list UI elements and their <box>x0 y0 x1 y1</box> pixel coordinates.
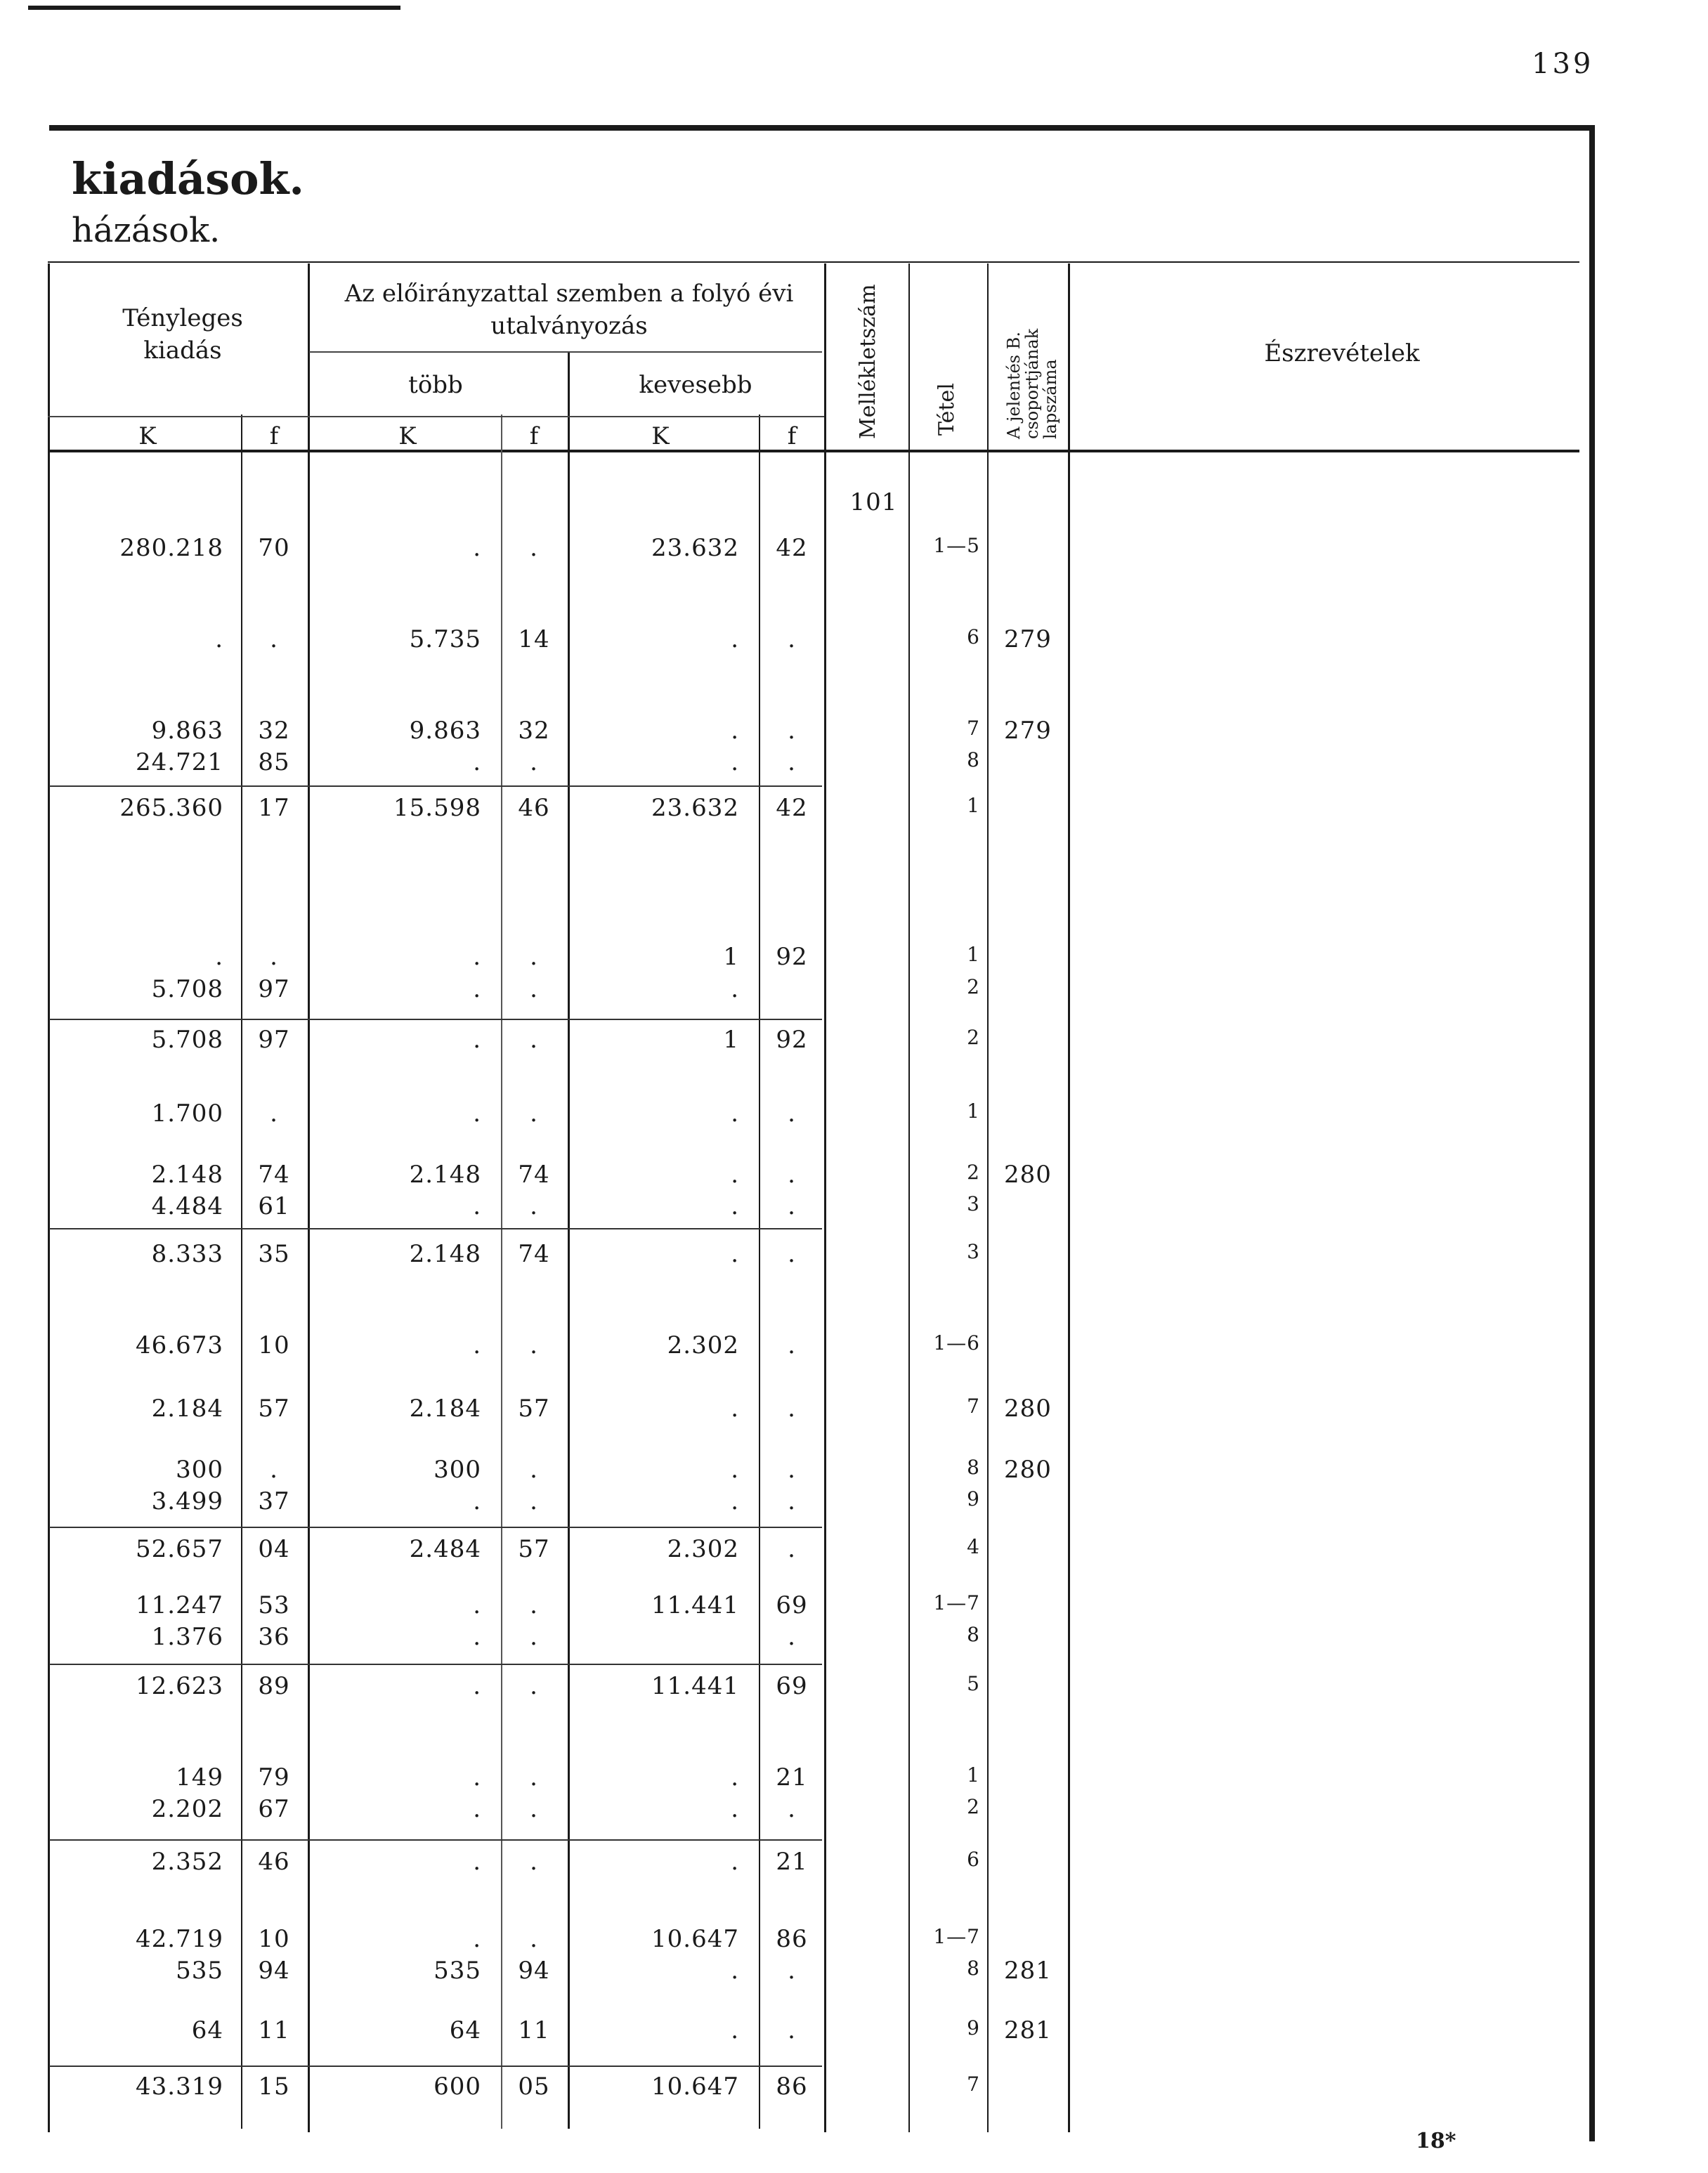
cell-a-k: 5.708 <box>151 975 223 1003</box>
cell-m-f: . <box>530 1099 538 1128</box>
cell-lap: 279 <box>1004 625 1052 653</box>
table-left-border <box>48 263 50 2132</box>
header-less-f: f <box>787 422 797 450</box>
cell-l-f: 21 <box>776 1848 808 1876</box>
cell-m-f: . <box>530 1763 538 1792</box>
cell-a-k: 149 <box>176 1763 223 1792</box>
cell-m-f: . <box>530 1456 538 1484</box>
cell-l-f: . <box>788 625 796 653</box>
cell-m-k: . <box>473 1763 481 1792</box>
cell-a-f: . <box>270 1099 278 1128</box>
cell-m-f: . <box>530 1925 538 1953</box>
cell-m-k: . <box>473 975 481 1003</box>
cell-a-k: 5.708 <box>151 1026 223 1054</box>
cell-l-f: . <box>788 748 796 776</box>
cell-tetel: 1 <box>967 1099 980 1123</box>
table-top-border <box>49 125 1595 131</box>
cell-m-k: 9.863 <box>409 717 481 745</box>
cell-a-k: 535 <box>176 1957 223 1985</box>
cell-l-k: . <box>731 1099 739 1128</box>
cell-a-f: 36 <box>258 1623 290 1651</box>
cell-l-f: . <box>788 1192 796 1220</box>
header-actual-k: K <box>138 422 157 450</box>
cell-tetel: 2 <box>967 1026 980 1049</box>
cell-a-f: 85 <box>258 748 290 776</box>
cell-l-k: . <box>731 1161 739 1189</box>
header-more-f: f <box>529 422 539 450</box>
cell-tetel: 8 <box>967 1623 980 1646</box>
cell-m-k: 2.148 <box>409 1240 481 1268</box>
cell-m-f: 05 <box>518 2073 550 2101</box>
cell-l-f: . <box>788 1535 796 1563</box>
cell-m-k: 15.598 <box>393 794 481 822</box>
cell-l-k: 10.647 <box>651 2073 739 2101</box>
cell-m-k: 2.184 <box>409 1395 481 1423</box>
cell-m-f: . <box>530 1672 538 1700</box>
cell-m-k: 300 <box>433 1456 481 1484</box>
cell-l-f: . <box>788 1099 796 1128</box>
cell-m-k: . <box>473 1795 481 1823</box>
cell-tetel: 7 <box>967 1395 980 1418</box>
cell-m-f: . <box>530 1026 538 1054</box>
footer-signature: 18* <box>1416 2129 1456 2153</box>
cell-a-k: 4.484 <box>151 1192 223 1220</box>
cell-l-f: . <box>788 1456 796 1484</box>
cell-m-f: 32 <box>518 717 550 745</box>
subtotal-rule <box>49 1839 822 1841</box>
cell-a-k: . <box>215 625 223 653</box>
cell-a-k: 12.623 <box>136 1672 223 1700</box>
cell-l-f: . <box>788 1395 796 1423</box>
cell-l-f: 92 <box>776 943 808 971</box>
cell-l-f: 86 <box>776 2073 808 2101</box>
cell-a-k: . <box>215 943 223 971</box>
page-number: 139 <box>1532 48 1594 80</box>
cell-l-k: . <box>731 2016 739 2044</box>
cell-m-k: . <box>473 1848 481 1876</box>
cell-l-k: . <box>731 1848 739 1876</box>
cell-m-f: . <box>530 1623 538 1651</box>
cell-l-f: . <box>788 1487 796 1515</box>
cell-m-k: 535 <box>433 1957 481 1985</box>
cell-a-f: 61 <box>258 1192 290 1220</box>
cell-m-f: 74 <box>518 1240 550 1268</box>
col-sep-more-less <box>568 351 570 2129</box>
cell-m-k: 2.148 <box>409 1161 481 1189</box>
cell-tetel: 1 <box>967 794 980 817</box>
cell-m-k: . <box>473 748 481 776</box>
cell-lap: 279 <box>1004 717 1052 745</box>
cell-l-f: 69 <box>776 1672 808 1700</box>
header-jelentes-text: A jelentés B. csoportjának lapszáma <box>1004 328 1060 439</box>
cell-a-k: 265.360 <box>119 794 223 822</box>
cell-l-f: . <box>788 1623 796 1651</box>
cell-l-k: 1 <box>723 1026 739 1054</box>
cell-l-f: 86 <box>776 1925 808 1953</box>
header-top-line <box>48 261 1579 263</box>
cell-m-k: . <box>473 1487 481 1515</box>
cell-a-f: . <box>270 1456 278 1484</box>
cell-l-k: 11.441 <box>651 1672 739 1700</box>
cell-m-f: . <box>530 1591 538 1619</box>
cell-m-k: . <box>473 1026 481 1054</box>
page-title: kiadások. <box>72 153 305 204</box>
cell-l-f: 92 <box>776 1026 808 1054</box>
cell-tetel: 6 <box>967 625 980 648</box>
cell-tetel: 2 <box>967 1795 980 1818</box>
cell-a-f: 46 <box>258 1848 290 1876</box>
cell-tetel: 1—5 <box>933 534 980 557</box>
cell-a-k: 2.352 <box>151 1848 223 1876</box>
cell-m-f: . <box>530 1795 538 1823</box>
cell-m-f: 14 <box>518 625 550 653</box>
cell-a-f: 94 <box>258 1957 290 1985</box>
cell-tetel: 2 <box>967 975 980 998</box>
cell-l-k: 2.302 <box>667 1535 739 1563</box>
cell-l-k: 11.441 <box>651 1591 739 1619</box>
cell-m-f: . <box>530 1848 538 1876</box>
cell-m-f: 94 <box>518 1957 550 1985</box>
cell-l-f: 42 <box>776 534 808 562</box>
cell-l-k: . <box>731 1240 739 1268</box>
cell-tetel: 5 <box>967 1672 980 1695</box>
cell-m-f: . <box>530 1192 538 1220</box>
cell-a-f: 79 <box>258 1763 290 1792</box>
cell-lap: 280 <box>1004 1161 1052 1189</box>
cell-m-k: . <box>473 1099 481 1128</box>
cell-tetel: 9 <box>967 2016 980 2040</box>
cell-a-k: 64 <box>191 2016 223 2044</box>
cell-a-f: 70 <box>258 534 290 562</box>
cell-l-f: . <box>788 717 796 745</box>
header-more: több <box>408 371 463 399</box>
cell-l-f: . <box>788 1957 796 1985</box>
cell-l-k: . <box>731 1456 739 1484</box>
cell-a-k: 11.247 <box>136 1591 223 1619</box>
cell-tetel: 1—7 <box>933 1925 980 1948</box>
cell-m-k: 64 <box>449 2016 481 2044</box>
cell-lap: 281 <box>1004 2016 1052 2044</box>
cell-l-f: . <box>788 1240 796 1268</box>
page-subtitle: házások. <box>72 211 221 250</box>
cell-l-k: . <box>731 1395 739 1423</box>
cell-a-k: 42.719 <box>136 1925 223 1953</box>
cell-a-k: 46.673 <box>136 1331 223 1359</box>
cell-m-k: . <box>473 1672 481 1700</box>
subtotal-rule <box>49 1664 822 1665</box>
cell-a-f: 17 <box>258 794 290 822</box>
subtotal-rule <box>49 1228 822 1229</box>
cell-m-k: . <box>473 1925 481 1953</box>
compare-sub-line <box>309 351 822 353</box>
cell-tetel: 8 <box>967 1957 980 1980</box>
cell-a-f: 10 <box>258 1925 290 1953</box>
cell-a-k: 2.148 <box>151 1161 223 1189</box>
cell-a-k: 280.218 <box>119 534 223 562</box>
cell-a-k: 2.202 <box>151 1795 223 1823</box>
cell-m-k: . <box>473 1192 481 1220</box>
cell-a-k: 300 <box>176 1456 223 1484</box>
cell-l-f: . <box>788 1795 796 1823</box>
cell-a-f: . <box>270 625 278 653</box>
cell-l-k: 1 <box>723 943 739 971</box>
cell-m-f: . <box>530 943 538 971</box>
cell-a-k: 43.319 <box>136 2073 223 2101</box>
header-eszrevetelek: Észrevételek <box>1264 339 1420 367</box>
cell-m-k: 5.735 <box>409 625 481 653</box>
cell-m-k: . <box>473 534 481 562</box>
cell-l-k: . <box>731 625 739 653</box>
col-sep-lap <box>1068 263 1070 2132</box>
cell-a-f: 35 <box>258 1240 290 1268</box>
cell-m-f: 57 <box>518 1535 550 1563</box>
cell-l-k: . <box>731 1957 739 1985</box>
cell-m-f: 57 <box>518 1395 550 1423</box>
cell-a-k: 52.657 <box>136 1535 223 1563</box>
cell-m-f: 11 <box>518 2016 550 2044</box>
cell-l-k: . <box>731 1487 739 1515</box>
cell-m-f: . <box>530 1487 538 1515</box>
cell-a-k: 1.700 <box>151 1099 223 1128</box>
cell-tetel: 8 <box>967 1456 980 1479</box>
cell-a-f: 74 <box>258 1161 290 1189</box>
cell-a-k: 2.184 <box>151 1395 223 1423</box>
cell-a-k: 3.499 <box>151 1487 223 1515</box>
cell-tetel: 4 <box>967 1535 980 1558</box>
cell-l-k: 23.632 <box>651 794 739 822</box>
cell-a-k: 24.721 <box>136 748 223 776</box>
cell-a-k: 1.376 <box>151 1623 223 1651</box>
cell-tetel: 6 <box>967 1848 980 1871</box>
cell-m-k: . <box>473 943 481 971</box>
cell-l-k: 2.302 <box>667 1331 739 1359</box>
cell-l-f: 69 <box>776 1591 808 1619</box>
cell-a-f: 67 <box>258 1795 290 1823</box>
cell-l-k: . <box>731 1795 739 1823</box>
cell-l-f: 21 <box>776 1763 808 1792</box>
cell-m-f: . <box>530 748 538 776</box>
cell-a-f: 32 <box>258 717 290 745</box>
header-less: kevesebb <box>639 371 752 399</box>
subtotal-rule <box>49 2066 822 2067</box>
cell-tetel: 1—7 <box>933 1591 980 1614</box>
cell-m-f: 74 <box>518 1161 550 1189</box>
cell-lap: 280 <box>1004 1395 1052 1423</box>
cell-l-k: . <box>731 1763 739 1792</box>
header-actual-f: f <box>269 422 279 450</box>
cell-a-f: 04 <box>258 1535 290 1563</box>
header-melleklet: Mellékletszám <box>856 284 880 439</box>
top-rule <box>28 6 400 10</box>
cell-a-f: 10 <box>258 1331 290 1359</box>
kf-line <box>48 416 824 417</box>
cell-m-k: . <box>473 1331 481 1359</box>
header-tetel: Tétel <box>934 383 959 436</box>
cell-tetel: 7 <box>967 717 980 740</box>
cell-a-f: 57 <box>258 1395 290 1423</box>
cell-l-f: . <box>788 1161 796 1189</box>
cell-l-k: 10.647 <box>651 1925 739 1953</box>
cell-m-f: . <box>530 975 538 1003</box>
cell-a-f: 97 <box>258 975 290 1003</box>
cell-m-k: . <box>473 1591 481 1619</box>
cell-mell: 101 <box>849 488 898 516</box>
col-sep-tetel <box>987 263 989 2132</box>
cell-a-k: 9.863 <box>151 717 223 745</box>
cell-tetel: 2 <box>967 1161 980 1184</box>
table-right-border <box>1589 125 1595 2141</box>
cell-tetel: 1 <box>967 943 980 966</box>
cell-m-f: . <box>530 534 538 562</box>
col-sep-actual <box>308 263 310 2132</box>
header-jelentes <box>1005 263 1060 439</box>
cell-m-f: 46 <box>518 794 550 822</box>
cell-l-k: . <box>731 717 739 745</box>
cell-lap: 280 <box>1004 1456 1052 1484</box>
cell-a-f: 15 <box>258 2073 290 2101</box>
cell-a-f: 89 <box>258 1672 290 1700</box>
subtotal-rule <box>49 1527 822 1528</box>
cell-a-f: 97 <box>258 1026 290 1054</box>
cell-tetel: 7 <box>967 2073 980 2096</box>
cell-l-f: 42 <box>776 794 808 822</box>
col-sep-compare <box>824 263 826 2132</box>
cell-l-f: . <box>788 1331 796 1359</box>
cell-m-f: . <box>530 1331 538 1359</box>
cell-a-f: 53 <box>258 1591 290 1619</box>
cell-tetel: 8 <box>967 748 980 771</box>
cell-m-k: 600 <box>433 2073 481 2101</box>
cell-a-k: 8.333 <box>151 1240 223 1268</box>
header-less-k: K <box>651 422 670 450</box>
cell-tetel: 9 <box>967 1487 980 1510</box>
cell-l-f: . <box>788 2016 796 2044</box>
header-compare: Az előirányzattal szemben a folyó évi utalványozás <box>344 280 794 340</box>
cell-l-k: . <box>731 748 739 776</box>
subtotal-rule <box>49 785 822 787</box>
cell-tetel: 1 <box>967 1763 980 1787</box>
cell-l-k: 23.632 <box>651 534 739 562</box>
cell-tetel: 3 <box>967 1192 980 1215</box>
cell-lap: 281 <box>1004 1957 1052 1985</box>
cell-l-k: . <box>731 1192 739 1220</box>
cell-tetel: 1—6 <box>933 1331 980 1355</box>
header-more-k: K <box>398 422 417 450</box>
cell-a-f: . <box>270 943 278 971</box>
cell-m-k: . <box>473 1623 481 1651</box>
cell-a-f: 37 <box>258 1487 290 1515</box>
cell-a-f: 11 <box>258 2016 290 2044</box>
cell-m-k: 2.484 <box>409 1535 481 1563</box>
header-actual: Tényleges kiadás <box>122 304 243 365</box>
subtotal-rule <box>49 1019 822 1020</box>
cell-l-k: . <box>731 975 739 1003</box>
cell-tetel: 3 <box>967 1240 980 1263</box>
